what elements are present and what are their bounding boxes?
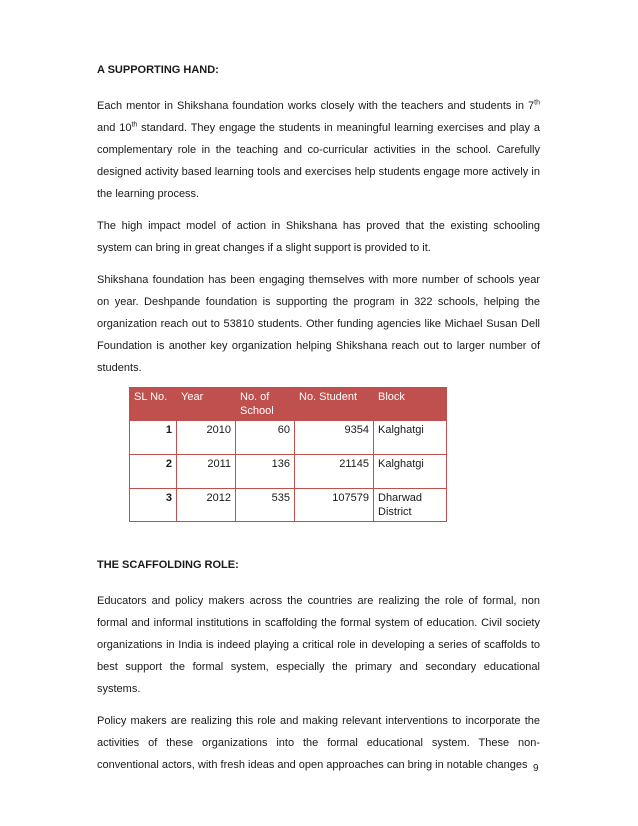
schools-table — [129, 387, 447, 522]
section-heading-scaffolding-role: THE SCAFFOLDING ROLE: — [97, 559, 239, 571]
page-content — [97, 63, 540, 776]
cell-sl-no: 3 — [130, 489, 177, 522]
cell-block: Kalghatgi — [374, 455, 447, 489]
cell-block: Kalghatgi — [374, 421, 447, 455]
cell-no-of-school: 136 — [236, 455, 295, 489]
header-sl-no: SL No. — [130, 388, 177, 421]
cell-no-of-school: 60 — [236, 421, 295, 455]
cell-sl-no: 1 — [130, 421, 177, 455]
cell-year: 2010 — [177, 421, 236, 455]
cell-year: 2012 — [177, 489, 236, 522]
paragraph-mentor-text-b: and 10 — [97, 122, 132, 134]
paragraph-educators-policy: Educators and policy makers across the countries are realizing the role of formal, non formal and informal institutions in scaffolding the formal system of education. Civil society organizations in India is indeed playing a critical role in developing a series of scaffolds to best support the formal system, especially the primary and secondary educational systems. — [97, 595, 540, 695]
paragraph-mentor-text-c: standard. They engage the students in meaningful learning exercises and play a complementary role in the teaching and co-curricular activities in the school. Carefully designed activity based learning tools and exercises help students engage more actively in the learning process. — [97, 122, 540, 200]
cell-no-of-school: 535 — [236, 489, 295, 522]
cell-no-student: 9354 — [295, 421, 374, 455]
table-header-row — [130, 388, 447, 421]
table-row — [130, 421, 447, 455]
paragraph-policy-makers: Policy makers are realizing this role and making relevant interventions to incorporate the activities of these organizations into the formal educational system. These non-conventional actors, with fresh ideas and open approaches can bring in notable changes — [97, 715, 540, 771]
header-no-of-school: No. of School — [236, 388, 295, 421]
page-number: 9 — [533, 763, 539, 774]
cell-sl-no: 2 — [130, 455, 177, 489]
cell-no-student: 21145 — [295, 455, 374, 489]
superscript-th-1: th — [534, 99, 540, 107]
superscript-th-2: th — [131, 121, 138, 129]
cell-no-student: 107579 — [295, 489, 374, 522]
cell-block: Dharwad District — [374, 489, 447, 522]
section-heading-supporting-hand: A SUPPORTING HAND: — [97, 64, 219, 76]
header-no-student: No. Student — [295, 388, 374, 421]
paragraph-engaging-schools: Shikshana foundation has been engaging themselves with more number of schools year on year. Deshpande foundation is supporting the program in 322 schools, helping the organization reach out to 53810 students. Other funding agencies like Michael Susan Dell Foundation is another key organization helping Shikshana reach out to larger number of students. — [97, 274, 540, 374]
table-row — [130, 455, 447, 489]
header-year: Year — [177, 388, 236, 421]
paragraph-mentor-text-a: Each mentor in Shikshana foundation works closely with the teachers and students in 7 — [97, 100, 535, 112]
header-block: Block — [374, 388, 447, 421]
table-row — [130, 489, 447, 522]
paragraph-high-impact-model: The high impact model of action in Shikshana has proved that the existing schooling system can bring in great changes if a slight support is provided to it. — [97, 220, 540, 254]
paragraph-mentor — [97, 95, 540, 205]
cell-year: 2011 — [177, 455, 236, 489]
